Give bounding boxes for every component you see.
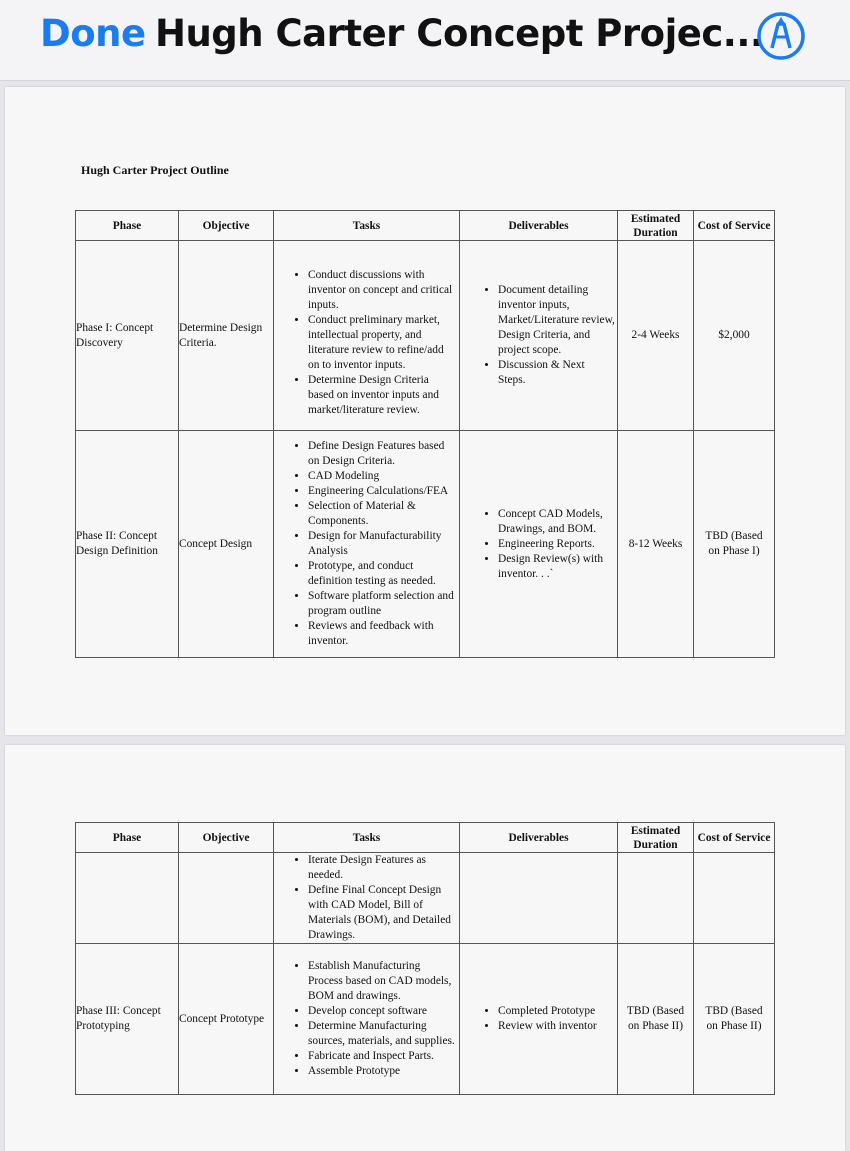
- table-header-row: [76, 823, 775, 853]
- navigation-bar: [0, 0, 850, 81]
- objective-cell: Determine Design Criteria.: [179, 241, 274, 431]
- header-duration: Estimated Duration: [618, 211, 694, 241]
- header-tasks: Tasks: [274, 211, 460, 241]
- header-duration: Estimated Duration: [618, 823, 694, 853]
- tasks-cell: [274, 944, 460, 1095]
- header-objective: Objective: [179, 211, 274, 241]
- list-item: • Reviews and feedback with inventor.: [308, 619, 457, 649]
- objective-cell: Concept Prototype: [179, 944, 274, 1095]
- tasks-cell: [274, 241, 460, 431]
- list-item: • Document detailing inventor inputs, Market/Literature review, Design Criteria, and project scope.: [498, 283, 615, 358]
- objective-cell: Concept Design: [179, 431, 274, 658]
- list-item: • Fabricate and Inspect Parts.: [308, 1049, 457, 1064]
- document-page-2: [5, 745, 845, 1151]
- list-item: • Assemble Prototype: [308, 1064, 457, 1079]
- list-item: • Define Design Features based on Design Criteria.: [308, 439, 457, 469]
- header-cost: Cost of Service: [694, 823, 775, 853]
- phase-cell: Phase III: Concept Prototyping: [76, 944, 179, 1095]
- list-item: • Review with inventor: [498, 1019, 615, 1034]
- deliverables-cell: [460, 944, 618, 1095]
- objective-cell: [179, 853, 274, 944]
- list-item: • CAD Modeling: [308, 469, 457, 484]
- deliverables-cell: [460, 241, 618, 431]
- header-cost: Cost of Service: [694, 211, 775, 241]
- list-item: • Iterate Design Features as needed.: [308, 853, 457, 883]
- duration-cell: [618, 853, 694, 944]
- table-row: [76, 241, 775, 431]
- table-row: [76, 431, 775, 658]
- document-page-1: [5, 87, 845, 735]
- list-item: • Determine Manufacturing sources, materials, and supplies.: [308, 1019, 457, 1049]
- project-table-page-1: [75, 210, 775, 658]
- list-item: • Design for Manufacturability Analysis: [308, 529, 457, 559]
- cost-cell: TBD (Based on Phase I): [694, 431, 775, 658]
- duration-cell: 2-4 Weeks: [618, 241, 694, 431]
- list-item: • Concept CAD Models, Drawings, and BOM.: [498, 507, 615, 537]
- table-row: [76, 944, 775, 1095]
- list-item: • Selection of Material & Components.: [308, 499, 457, 529]
- deliverables-cell: [460, 853, 618, 944]
- cost-cell: [694, 853, 775, 944]
- done-button[interactable]: Done: [40, 12, 146, 55]
- header-phase: Phase: [76, 823, 179, 853]
- header-deliverables: Deliverables: [460, 823, 618, 853]
- header-deliverables: Deliverables: [460, 211, 618, 241]
- list-item: • Engineering Calculations/FEA: [308, 484, 457, 499]
- markup-pen-icon[interactable]: [755, 10, 807, 62]
- table-row: [76, 853, 775, 944]
- duration-cell: TBD (Based on Phase II): [618, 944, 694, 1095]
- list-item: • Establish Manufacturing Process based on CAD models, BOM and drawings.: [308, 959, 457, 1004]
- cost-cell: TBD (Based on Phase II): [694, 944, 775, 1095]
- list-item: • Develop concept software: [308, 1004, 457, 1019]
- header-phase: Phase: [76, 211, 179, 241]
- header-tasks: Tasks: [274, 823, 460, 853]
- header-objective: Objective: [179, 823, 274, 853]
- tasks-cell: [274, 431, 460, 658]
- phase-cell: [76, 853, 179, 944]
- duration-cell: 8-12 Weeks: [618, 431, 694, 658]
- list-item: • Define Final Concept Design with CAD Model, Bill of Materials (BOM), and Detailed Drawings.: [308, 883, 457, 943]
- list-item: • Design Review(s) with inventor. . .`: [498, 552, 615, 582]
- cost-cell: $2,000: [694, 241, 775, 431]
- table-header-row: [76, 211, 775, 241]
- project-table-page-2: [75, 822, 775, 1095]
- list-item: • Discussion & Next Steps.: [498, 358, 615, 388]
- list-item: • Engineering Reports.: [498, 537, 615, 552]
- phase-cell: Phase II: Concept Design Definition: [76, 431, 179, 658]
- deliverables-cell: [460, 431, 618, 658]
- phase-cell: Phase I: Concept Discovery: [76, 241, 179, 431]
- list-item: • Completed Prototype: [498, 1004, 615, 1019]
- list-item: • Conduct preliminary market, intellectual property, and literature review to refine/add on to inventor inputs.: [308, 313, 457, 373]
- document-title: Hugh Carter Concept Projec...: [155, 12, 764, 55]
- outline-title: Hugh Carter Project Outline: [81, 163, 229, 177]
- list-item: • Determine Design Criteria based on inventor inputs and market/literature review.: [308, 373, 457, 418]
- list-item: • Prototype, and conduct definition testing as needed.: [308, 559, 457, 589]
- list-item: • Software platform selection and program outline: [308, 589, 457, 619]
- list-item: • Conduct discussions with inventor on concept and critical inputs.: [308, 268, 457, 313]
- tasks-cell: [274, 853, 460, 944]
